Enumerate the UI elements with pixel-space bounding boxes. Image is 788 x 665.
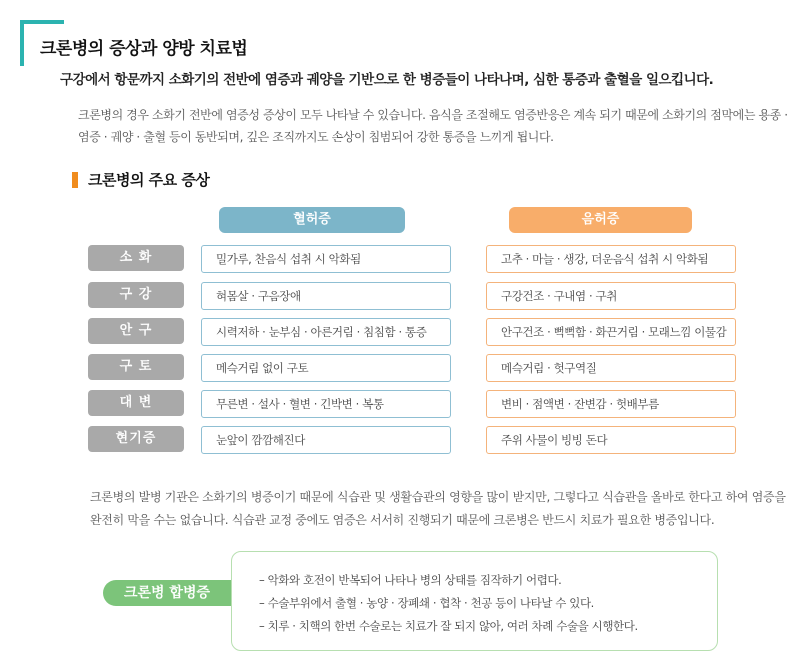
yin-cell: 구강건조 · 구내염 · 구취 [486,282,736,310]
yin-cell: 안구건조 · 뻑뻑함 · 화끈거림 · 모래느낌 이물감 [486,318,736,346]
section-marker [72,172,78,188]
page-subtitle: 구강에서 항문까지 소화기의 전반에 염증과 궤양을 기반으로 한 병증들이 나타나며, 심한 통증과 출혈을 일으킵니다. [60,72,714,88]
list-item: – 치루 · 치핵의 한번 수술로는 치료가 잘 되지 않아, 여러 차례 수술을 시행한다. [259,619,638,633]
row-label: 대 변 [88,390,184,416]
treatment-paragraph: 크론병의 발병 기관은 소화기의 병증이기 때문에 식습관 및 생활습관의 영향을 많이 받지만, 그렇다고 식습관을 올바로 한다고 하여 염증을 완전히 막을 수는 없습니다. 식습관 교정 중에도 염증은 서서히 진행되기 때문에 크론병은 반드시 치료가 필요한 병증입니다. [90,490,786,527]
blood-cell: 시력저하 · 눈부심 · 아른거림 · 침침함 · 통증 [201,318,451,346]
yin-cell: 변비 · 점액변 · 잔변감 · 헛배부름 [486,390,736,418]
row-label: 구 강 [88,282,184,308]
blood-cell: 메슥거림 없이 구토 [201,354,451,382]
complications-list [259,569,638,638]
column-header-yin-deficiency: 음허증 [509,207,692,233]
list-item: – 악화와 호전이 반복되어 나타나 병의 상태를 짐작하기 어렵다. [259,573,562,587]
row-label: 현기증 [88,426,184,452]
yin-cell: 주위 사물이 빙빙 돈다 [486,426,736,454]
blood-cell: 눈앞이 깜깜해진다 [201,426,451,454]
complications-label: 크론병 합병증 [103,580,231,606]
blood-cell: 혀몸살 · 구음장애 [201,282,451,310]
blood-cell: 무른변 · 설사 · 혈변 · 긴박변 · 복통 [201,390,451,418]
section-title: 크론병의 주요 증상 [88,171,210,189]
column-header-blood-deficiency: 혈허증 [219,207,405,233]
row-label: 소 화 [88,245,184,271]
yin-cell: 메슥거림 · 헛구역질 [486,354,736,382]
row-label: 구 토 [88,354,184,380]
intro-text: 크론병의 경우 소화기 전반에 염증성 증상이 모두 나타날 수 있습니다. 음식을 조절해도 염증반응은 계속 되기 때문에 소화기의 점막에는 용종 · 염증 · 궤양 · 출혈 등이 동반되며, 깊은 조직까지도 손상이 침범되어 강한 통증을 느끼게 됩니다. [78,108,788,144]
list-item: – 수술부위에서 출혈 · 농양 · 장폐쇄 · 협착 · 천공 등이 나타날 수 있다. [259,596,594,610]
blood-cell: 밀가루, 찬음식 섭취 시 악화됨 [201,245,451,273]
page-title: 크론병의 증상과 양방 치료법 [40,39,248,59]
row-label: 안 구 [88,318,184,344]
yin-cell: 고추 · 마늘 · 생강, 더운음식 섭취 시 악화됨 [486,245,736,273]
